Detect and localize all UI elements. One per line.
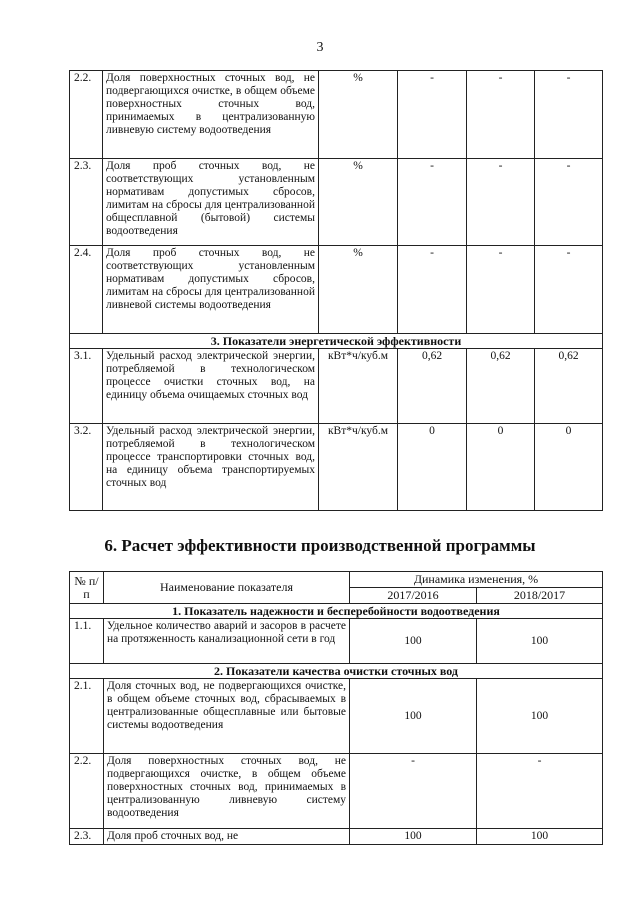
table-row [70, 71, 603, 159]
section-heading: 2. Показатели качества очистки сточных вод [70, 664, 603, 679]
unit-cell: % [319, 71, 398, 159]
table-row [70, 619, 603, 664]
value-cell: - [398, 71, 467, 159]
indicators-table-continued [69, 70, 603, 511]
section-heading: 3. Показатели энергетической эффективности [70, 334, 603, 349]
unit-cell: кВт*ч/куб.м [319, 349, 398, 424]
indicator-name: Доля проб сточных вод, не соответствующих установленным нормативам допустимых сбросов, лимитам на сбросы для централизованной ливневой системы водоотведения [103, 246, 319, 334]
table-row [70, 246, 603, 334]
value-cell: 100 [350, 679, 477, 754]
efficiency-table [69, 571, 603, 845]
table-row [70, 424, 603, 511]
value-cell: - [467, 71, 535, 159]
value-cell: 0 [398, 424, 467, 511]
row-number: 2.3. [70, 159, 103, 246]
value-cell: 100 [477, 619, 603, 664]
section-heading: 1. Показатель надежности и бесперебойности водоотведения [70, 604, 603, 619]
indicator-name: Удельный расход электрической энергии, потребляемой в технологическом процессе транспортировки сточных вод, на единицу объема транспортируемых сточных вод [103, 424, 319, 511]
indicator-name: Удельный расход электрической энергии, потребляемой в технологическом процессе очистки сточных вод, на единицу объема очищаемых сточных вод [103, 349, 319, 424]
indicator-name: Удельное количество аварий и засоров в расчете на протяженность канализационной сети в год [104, 619, 350, 664]
header-dynamics: Динамика изменения, % [350, 572, 603, 588]
section-row [70, 604, 603, 619]
section-row [70, 664, 603, 679]
value-cell: 100 [350, 619, 477, 664]
value-cell: - [467, 246, 535, 334]
value-cell: - [535, 159, 603, 246]
section-6-title: 6. Расчет эффективности производственной программы [104, 536, 536, 555]
value-cell: - [477, 754, 603, 829]
indicator-name: Доля сточных вод, не подвергающихся очистке, в общем объеме сточных вод, сбрасываемых в централизованные общесплавные или бытовые системы водоотведения [104, 679, 350, 754]
value-cell: - [398, 246, 467, 334]
header-period-2: 2018/2017 [477, 588, 603, 604]
header-num: № п/п [70, 572, 104, 604]
value-cell: - [535, 246, 603, 334]
table-row [70, 159, 603, 246]
row-number: 2.2. [70, 71, 103, 159]
value-cell: 100 [477, 679, 603, 754]
row-number: 1.1. [70, 619, 104, 664]
unit-cell: % [319, 159, 398, 246]
row-number: 2.3. [70, 829, 104, 845]
value-cell: - [350, 754, 477, 829]
value-cell: 0 [535, 424, 603, 511]
value-cell: - [535, 71, 603, 159]
value-cell: 100 [350, 829, 477, 845]
value-cell: 0,62 [398, 349, 467, 424]
header-period-1: 2017/2016 [350, 588, 477, 604]
unit-cell: % [319, 246, 398, 334]
table-header-row [70, 572, 603, 588]
unit-cell: кВт*ч/куб.м [319, 424, 398, 511]
page-number: 3 [316, 40, 324, 55]
row-number: 3.1. [70, 349, 103, 424]
indicator-name: Доля проб сточных вод, не соответствующих установленным нормативам допустимых сбросов, лимитам на сбросы для централизованной общесплавной (бытовой) системы водоотведения [103, 159, 319, 246]
table-row [70, 349, 603, 424]
row-number: 2.1. [70, 679, 104, 754]
row-number: 2.4. [70, 246, 103, 334]
table-row [70, 679, 603, 754]
row-number: 2.2. [70, 754, 104, 829]
table-row [70, 829, 603, 845]
indicator-name: Доля поверхностных сточных вод, не подвергающихся очистке, в общем объеме поверхностных сточных вод, принимаемых в централизованную ливневую систему водоотведения [104, 754, 350, 829]
indicator-name: Доля поверхностных сточных вод, не подвергающихся очистке, в общем объеме поверхностных сточных вод, принимаемых в централизованную ливневую систему водоотведения [103, 71, 319, 159]
value-cell: 100 [477, 829, 603, 845]
value-cell: 0,62 [535, 349, 603, 424]
header-name: Наименование показателя [104, 572, 350, 604]
value-cell: - [467, 159, 535, 246]
row-number: 3.2. [70, 424, 103, 511]
section-row [70, 334, 603, 349]
indicator-name: Доля проб сточных вод, не [104, 829, 350, 845]
value-cell: - [398, 159, 467, 246]
table-row [70, 754, 603, 829]
value-cell: 0,62 [467, 349, 535, 424]
value-cell: 0 [467, 424, 535, 511]
